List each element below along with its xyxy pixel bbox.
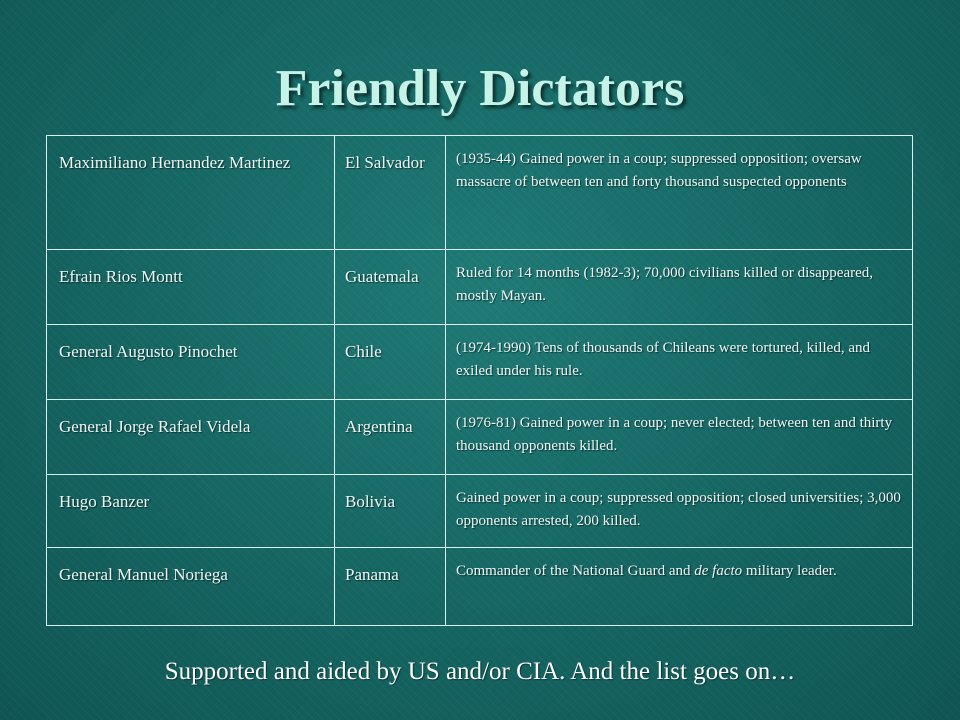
slide-title: Friendly Dictators [275, 60, 685, 117]
table-row [47, 136, 913, 250]
dictator-name: General Augusto Pinochet [47, 325, 335, 400]
table-row [47, 250, 913, 325]
table-row [47, 475, 913, 548]
dictator-country: Chile [335, 325, 446, 400]
dictators-table [46, 135, 913, 626]
dictator-country: El Salvador [335, 136, 446, 250]
dictator-name: Hugo Banzer [47, 475, 335, 548]
description-text: Commander of the National Guard and [456, 563, 695, 579]
dictator-description: (1976-81) Gained power in a coup; never elected; between ten and thirty thousand opponents killed. [446, 400, 913, 475]
table-row [47, 325, 913, 400]
description-text: military leader. [742, 563, 837, 579]
dictator-description: (1974-1990) Tens of thousands of Chileans were tortured, killed, and exiled under his rule. [446, 325, 913, 400]
dictator-description: Ruled for 14 months (1982-3); 70,000 civilians killed or disappeared, mostly Mayan. [446, 250, 913, 325]
table-row [47, 400, 913, 475]
dictator-name: Efrain Rios Montt [47, 250, 335, 325]
dictator-name: General Manuel Noriega [47, 548, 335, 626]
dictator-name: General Jorge Rafael Videla [47, 400, 335, 475]
dictator-name: Maximiliano Hernandez Martinez [47, 136, 335, 250]
dictator-description: Gained power in a coup; suppressed opposition; closed universities; 3,000 opponents arrested, 200 killed. [446, 475, 913, 548]
dictator-description: (1935-44) Gained power in a coup; suppressed opposition; oversaw massacre of between ten and forty thousand suspected opponents [446, 136, 913, 250]
dictator-country: Guatemala [335, 250, 446, 325]
description-italic-text: de facto [694, 563, 743, 579]
dictator-country: Panama [335, 548, 446, 626]
table-row [47, 548, 913, 626]
dictator-description [446, 548, 913, 626]
dictator-country: Argentina [335, 400, 446, 475]
slide-footer: Supported and aided by US and/or CIA. And the list goes on… [164, 658, 796, 685]
dictator-country: Bolivia [335, 475, 446, 548]
